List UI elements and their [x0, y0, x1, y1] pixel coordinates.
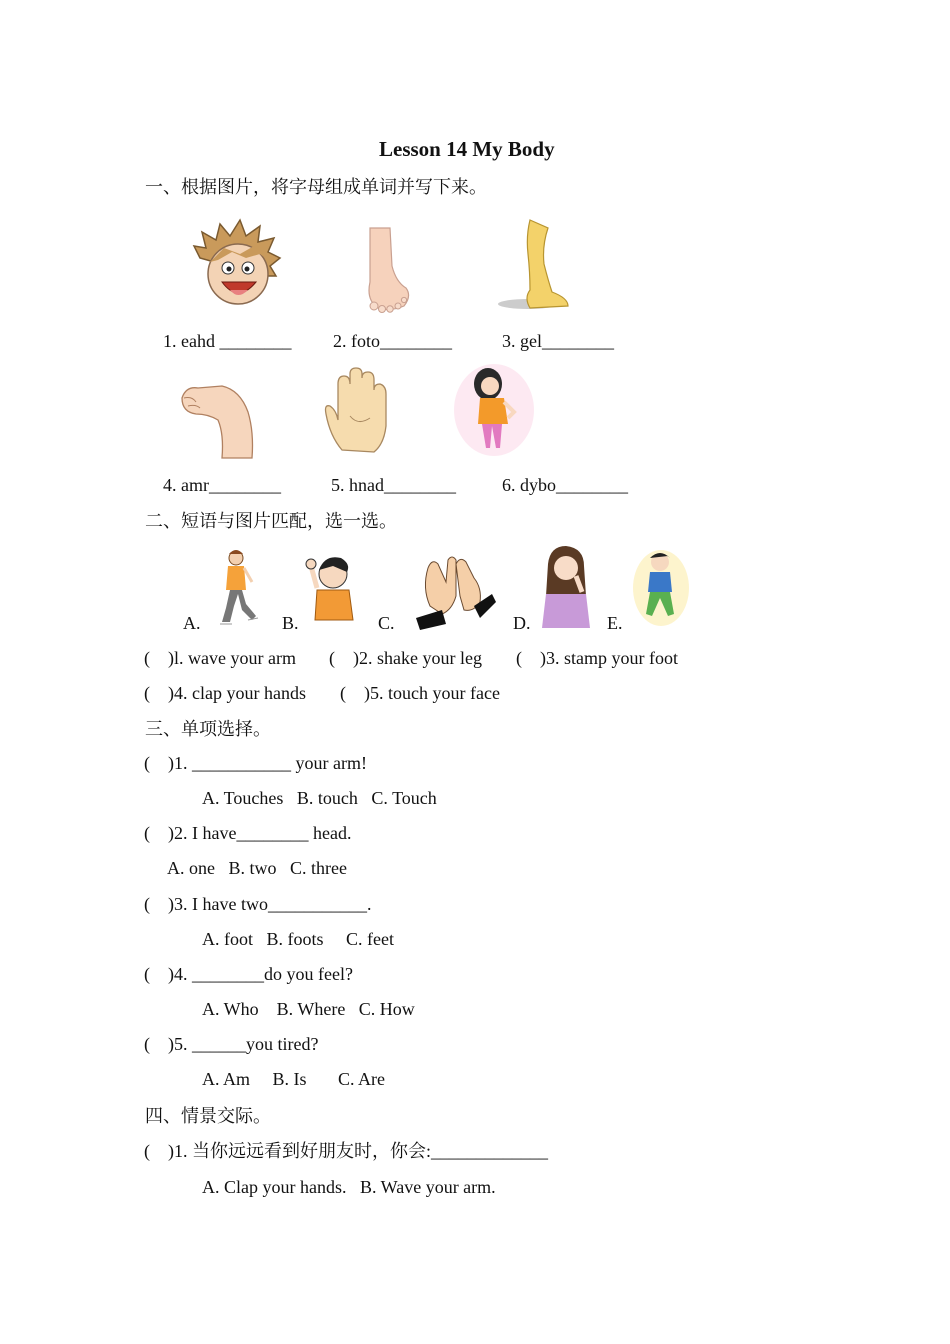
touch-face-icon — [538, 544, 594, 628]
word-item-6: 6. dybo________ — [502, 475, 628, 495]
arm-icon — [178, 378, 258, 462]
shake-leg-icon — [632, 548, 690, 626]
section1-heading: 一、根据图片，将字母组成单词并写下来。 — [145, 177, 487, 197]
word-item-3: 3. gel________ — [502, 331, 614, 351]
match-phrase-4: ( )4. clap your hands — [144, 683, 306, 703]
word-item-1: 1. eahd ________ — [163, 331, 292, 351]
page-title: Lesson 14 My Body — [379, 137, 555, 161]
match-label-c: C. — [378, 613, 395, 633]
section4-heading: 四、情景交际。 — [145, 1106, 271, 1126]
body-icon — [452, 362, 536, 458]
match-phrase-5: ( )5. touch your face — [340, 683, 500, 703]
match-phrase-2: ( )2. shake your leg — [329, 648, 482, 668]
word-item-5: 5. hnad________ — [331, 475, 456, 495]
choice-options-4: A. Who B. Where C. How — [202, 999, 415, 1019]
section2-heading: 二、短语与图片匹配，选一选。 — [145, 511, 397, 531]
choice-options-1: A. Touches B. touch C. Touch — [202, 788, 437, 808]
choice-question-4: ( )4. ________do you feel? — [144, 964, 353, 984]
choice-question-2: ( )2. I have________ head. — [144, 823, 352, 843]
match-label-b: B. — [282, 613, 299, 633]
match-phrase-1: ( )l. wave your arm — [144, 648, 296, 668]
match-label-e: E. — [607, 613, 623, 633]
wave-arm-icon — [303, 552, 361, 622]
situation-options-1: A. Clap your hands. B. Wave your arm. — [202, 1177, 496, 1197]
foot-icon — [360, 226, 416, 314]
section3-heading: 三、单项选择。 — [145, 719, 271, 739]
leg-icon — [490, 218, 580, 318]
match-label-d: D. — [513, 613, 531, 633]
hand-icon — [322, 366, 396, 456]
word-item-4: 4. amr________ — [163, 475, 281, 495]
choice-options-2: A. one B. two C. three — [167, 858, 347, 878]
choice-question-3: ( )3. I have two___________. — [144, 894, 372, 914]
match-label-a: A. — [183, 613, 201, 633]
choice-question-1: ( )1. ___________ your arm! — [144, 753, 367, 773]
word-item-2: 2. foto________ — [333, 331, 452, 351]
stamp-foot-icon — [212, 548, 264, 626]
clap-hands-icon — [412, 552, 496, 630]
situation-question-1: ( )1. 当你远远看到好朋友时，你会:_____________ — [144, 1141, 548, 1161]
choice-options-3: A. foot B. foots C. feet — [202, 929, 394, 949]
head-icon — [190, 218, 282, 306]
match-phrase-3: ( )3. stamp your foot — [516, 648, 678, 668]
choice-options-5: A. Am B. Is C. Are — [202, 1069, 386, 1089]
choice-question-5: ( )5. ______you tired? — [144, 1034, 319, 1054]
